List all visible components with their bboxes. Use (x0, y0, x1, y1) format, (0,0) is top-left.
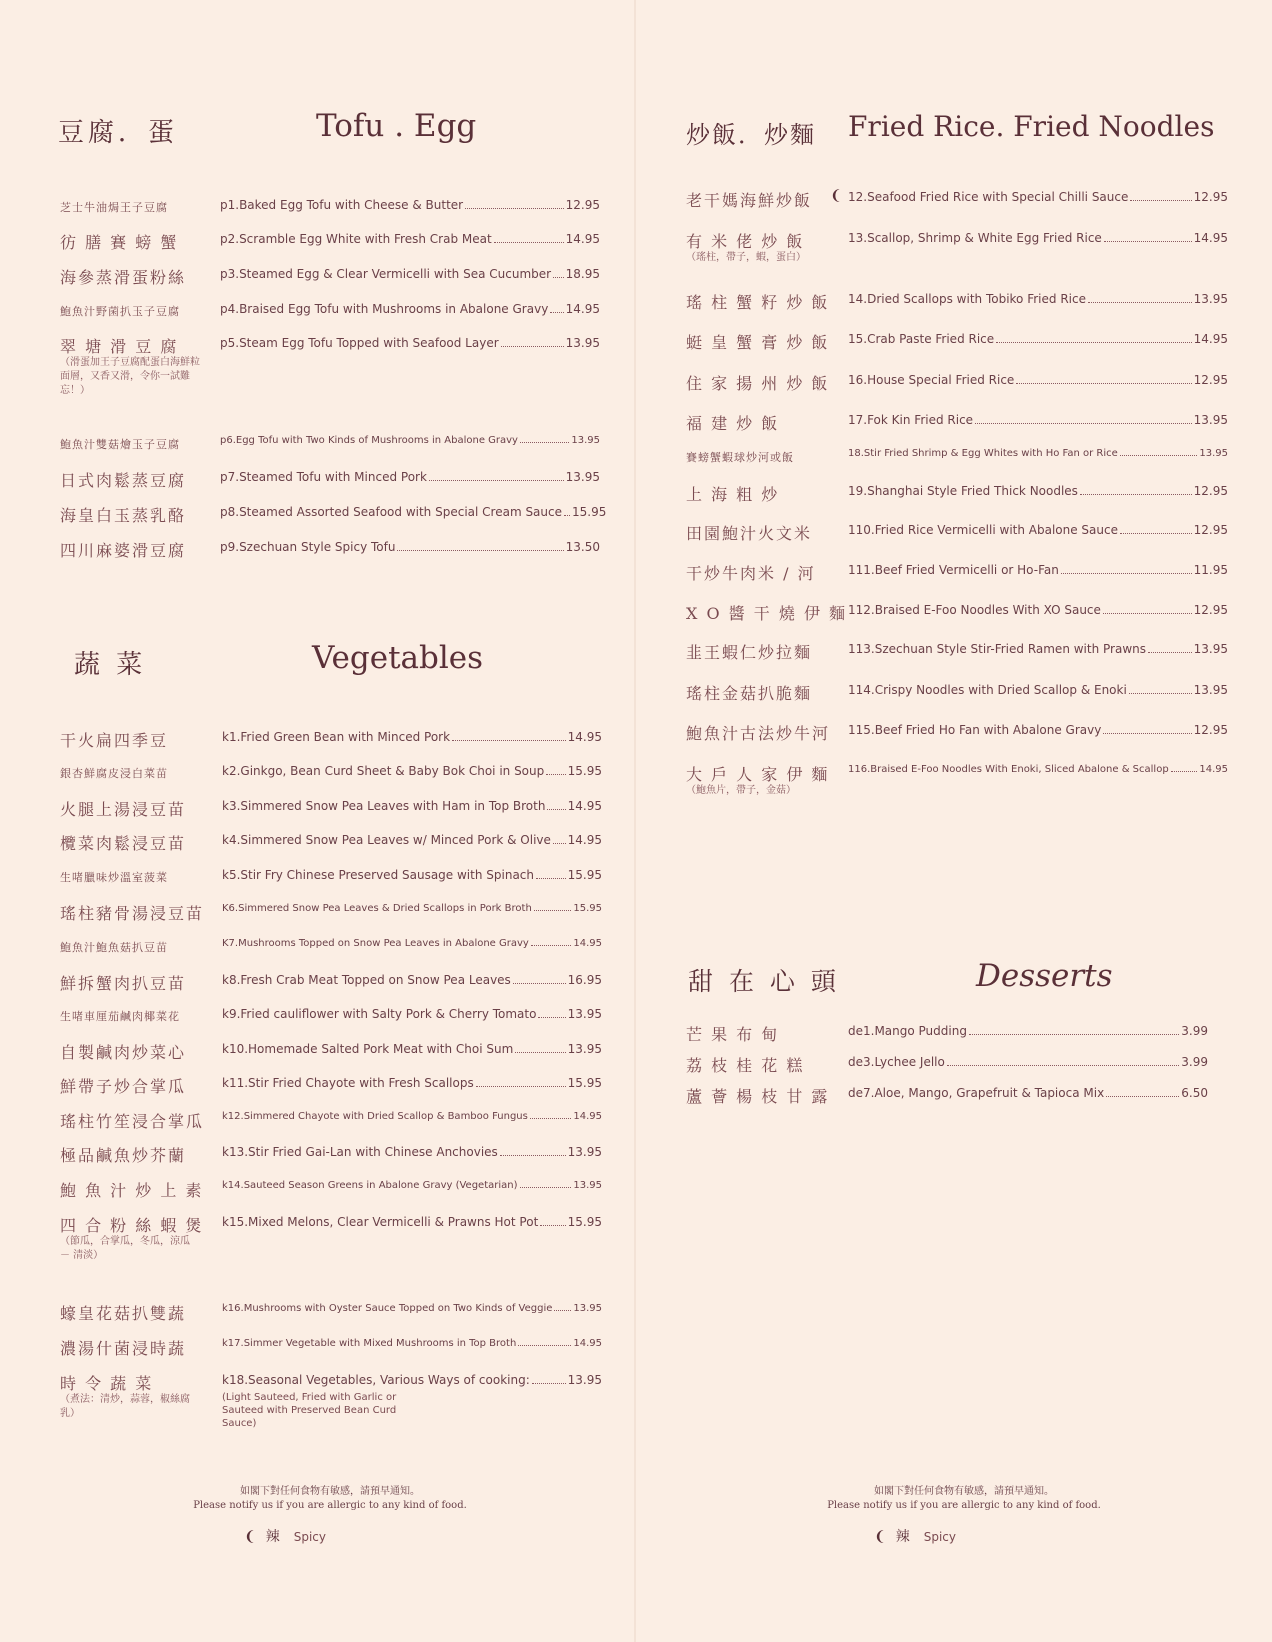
menu-item-name-en: k13.Stir Fried Gai-Lan with Chinese Anchovies (222, 1145, 498, 1159)
menu-item-price: 13.95 (1193, 642, 1228, 656)
menu-item-name-zh: 彷 膳 賽 螃 蟹 (60, 233, 179, 252)
chili-pepper-icon: ❨ (874, 1529, 886, 1545)
menu-item-name-zh: 極品鹹魚炒芥蘭 (60, 1146, 187, 1165)
menu-item (686, 1022, 1246, 1050)
menu-item-name-en: 112.Braised E-Foo Noodles With XO Sauce (848, 603, 1101, 617)
spicy-legend-en: Spicy (293, 1530, 327, 1544)
menu-item-name-en: 15.Crab Paste Fried Rice (848, 332, 995, 346)
menu-item-price: 13.95 (571, 435, 600, 446)
menu-item (686, 482, 1246, 510)
dot-leader (1104, 241, 1192, 242)
menu-item-name-zh: 鮑魚汁野菌扒玉子豆腐 (60, 305, 180, 318)
menu-item-price: 12.95 (565, 198, 600, 212)
menu-item (686, 290, 1246, 318)
menu-item (60, 971, 600, 999)
menu-item (60, 1178, 600, 1206)
menu-item-name-en: de1.Mango Pudding (848, 1024, 967, 1038)
menu-item-price: 14.95 (573, 1111, 602, 1122)
tofu-egg-title-en: Tofu . Egg (316, 108, 477, 144)
menu-item-name-en: 14.Dried Scallops with Tobiko Fried Rice (848, 292, 1086, 306)
menu-item-name-zh: 自製鹹肉炒菜心 (60, 1043, 187, 1062)
dot-leader (536, 878, 566, 879)
menu-item-note-zh: （瑤柱，帶子，蝦，蛋白） (686, 252, 806, 263)
menu-item-name-en: 18.Stir Fried Shrimp & Egg Whites with Ho Fan or Rice (848, 448, 1118, 459)
menu-item-price: 12.95 (1193, 603, 1228, 617)
menu-item (60, 196, 600, 224)
menu-item-name-zh: 蘆 薈 楊 枝 甘 露 (686, 1087, 830, 1106)
menu-item (60, 831, 600, 859)
menu-item-note-en: (Light Sauteed, Fried with Garlic or Sauteed with Preserved Bean Curd Sauce) (222, 1392, 397, 1429)
menu-item-name-en: k10.Homemade Salted Pork Meat with Choi Sum (222, 1042, 514, 1056)
menu-item-price: 13.95 (573, 1180, 602, 1191)
menu-item (686, 561, 1246, 589)
rice-noodles-title-en: Fried Rice. Fried Noodles (848, 110, 1215, 143)
menu-item-price: 15.95 (573, 903, 602, 914)
menu-item (60, 1213, 602, 1261)
dot-leader (1106, 1096, 1179, 1097)
allergy-notice-right (814, 1482, 1114, 1511)
dot-leader (531, 945, 572, 946)
menu-item (686, 188, 1246, 216)
vegetables-title-en: Vegetables (312, 640, 484, 676)
menu-item (60, 334, 600, 396)
menu-item (60, 1040, 600, 1068)
menu-item-name-en: 13.Scallop, Shrimp & White Egg Fried Rice (848, 231, 1102, 245)
menu-item-name-en: K7.Mushrooms Topped on Snow Pea Leaves in Abalone Gravy (222, 938, 529, 949)
allergy-notice-en: Please notify us if you are allergic to any kind of food. (193, 1500, 467, 1511)
menu-item (686, 640, 1246, 668)
right-page (636, 0, 1272, 1642)
menu-item-price: 13.95 (565, 336, 600, 350)
menu-item-price: 14.95 (565, 302, 600, 316)
dot-leader (947, 1065, 1179, 1066)
menu-item-price: 11.95 (1193, 563, 1228, 577)
dot-leader (1016, 383, 1191, 384)
menu-item-name-zh: 欖菜肉鬆浸豆苗 (60, 834, 187, 853)
dot-leader (969, 1034, 1179, 1035)
menu-item-name-zh: 海皇白玉蒸乳酪 (60, 506, 187, 525)
menu-item-name-zh: 瑤柱豬骨湯浸豆苗 (60, 904, 205, 923)
menu-item-price: 14.95 (567, 730, 602, 744)
menu-item-price: 14.95 (567, 799, 602, 813)
menu-item-name-zh: 蠔皇花菇扒雙蔬 (60, 1304, 187, 1323)
menu-item-price: 12.95 (1193, 190, 1228, 204)
dot-leader (518, 1345, 571, 1346)
menu-item (686, 411, 1246, 439)
menu-item (60, 1371, 602, 1429)
dot-leader (554, 1310, 571, 1311)
menu-item-price: 14.95 (1193, 332, 1228, 346)
menu-item-price: 13.95 (565, 470, 600, 484)
menu-item-price: 3.99 (1181, 1055, 1208, 1069)
menu-item-name-zh: 干炒牛肉米 / 河 (686, 564, 816, 583)
dot-leader (1148, 652, 1192, 653)
desserts-title-en: Desserts (976, 958, 1113, 994)
menu-item (686, 762, 1246, 796)
menu-item-name-en: 110.Fried Rice Vermicelli with Abalone Sauce (848, 523, 1118, 537)
menu-item (60, 728, 600, 756)
menu-item (686, 601, 1246, 629)
menu-item-name-en: k18.Seasonal Vegetables, Various Ways of cooking: (222, 1373, 530, 1387)
menu-item-name-zh: 干火扁四季豆 (60, 731, 169, 750)
menu-item (686, 1084, 1246, 1112)
menu-item-price: 12.95 (1193, 373, 1228, 387)
menu-item-name-en: k5.Stir Fry Chinese Preserved Sausage with Spinach (222, 868, 534, 882)
menu-item-price: 13.95 (573, 1303, 602, 1314)
dot-leader (515, 1052, 565, 1053)
menu-item-name-zh: 鮑魚汁雙菇燴玉子豆腐 (60, 438, 180, 451)
menu-item-price: 13.50 (565, 540, 600, 554)
menu-item (60, 300, 600, 328)
dot-leader (520, 442, 569, 443)
menu-item (60, 866, 600, 894)
menu-item-name-zh: 鮮拆蟹肉扒豆苗 (60, 974, 187, 993)
menu-item-name-zh: 賽螃蟹蝦球炒河或飯 (686, 451, 794, 464)
menu-item-price: 13.95 (567, 1042, 602, 1056)
menu-item-name-en: k4.Simmered Snow Pea Leaves w/ Minced Pork & Olive (222, 833, 551, 847)
menu-item-name-zh: 生啫車厘茄鹹肉椰菜花 (60, 1010, 180, 1023)
menu-item-note-zh: （鮑魚片，帶子，金菇） (686, 785, 796, 796)
menu-item-name-zh: 瑤柱竹笙浸合掌瓜 (60, 1112, 205, 1131)
menu-item-name-zh: 有 米 佬 炒 飯 (686, 232, 805, 251)
menu-item-name-en: k17.Simmer Vegetable with Mixed Mushrooms in Top Broth (222, 1338, 517, 1349)
tofu-egg-title-zh: 豆腐．蛋 (58, 118, 179, 148)
menu-item-price: 13.95 (567, 1145, 602, 1159)
menu-item-name-zh: 老干媽海鮮炒飯 (686, 191, 813, 210)
menu-item (60, 797, 600, 825)
menu-item (60, 936, 600, 964)
dot-leader (1061, 573, 1192, 574)
menu-item (686, 681, 1246, 709)
menu-item-name-en: k11.Stir Fried Chayote with Fresh Scallops (222, 1076, 474, 1090)
menu-item-name-zh: 鮑 魚 汁 炒 上 素 (60, 1181, 204, 1200)
dot-leader (1088, 302, 1192, 303)
dot-leader (996, 342, 1191, 343)
allergy-notice-zh: 如閣下對任何食物有敏感，請預早通知。 (240, 1486, 420, 1497)
menu-item (686, 330, 1246, 358)
spicy-legend-zh: 辣 (895, 1529, 910, 1545)
menu-item-name-en: 116.Braised E-Foo Noodles With Enoki, Sliced Abalone & Scallop (848, 764, 1169, 775)
menu-item-price: 12.95 (1193, 723, 1228, 737)
menu-item-name-zh: 四川麻婆滑豆腐 (60, 541, 187, 560)
menu-item-name-zh: 住 家 揚 州 炒 飯 (686, 374, 830, 393)
menu-item-name-en: p9.Szechuan Style Spicy Tofu (220, 540, 396, 554)
menu-item-price: 18.95 (565, 267, 600, 281)
dot-leader (465, 208, 564, 209)
menu-item-name-en: k12.Simmered Chayote with Dried Scallop & Bamboo Fungus (222, 1111, 528, 1122)
menu-item (60, 433, 600, 461)
menu-item (60, 538, 600, 566)
menu-item-name-en: K6.Simmered Snow Pea Leaves & Dried Scallops in Pork Broth (222, 903, 532, 914)
dot-leader (553, 277, 564, 278)
dot-leader (546, 774, 565, 775)
dot-leader (1120, 455, 1198, 456)
dot-leader (540, 1225, 565, 1226)
menu-item-name-en: p7.Steamed Tofu with Minced Pork (220, 470, 427, 484)
menu-item-name-en: k15.Mixed Melons, Clear Vermicelli & Prawns Hot Pot (222, 1215, 539, 1229)
allergy-notice-left (180, 1482, 480, 1511)
menu-item-price: 13.95 (567, 1373, 602, 1387)
dot-leader (429, 480, 564, 481)
menu-item-name-zh: 田園鮑汁火文米 (686, 524, 813, 543)
menu-item (686, 446, 1246, 474)
menu-item-price: 16.95 (567, 973, 602, 987)
dot-leader (494, 242, 564, 243)
menu-item-name-zh: 荔 枝 桂 花 糕 (686, 1056, 805, 1075)
menu-item-name-zh: 生啫臘味炒溫室菠菜 (60, 871, 168, 884)
dot-leader (452, 740, 566, 741)
menu-item (60, 265, 600, 293)
menu-item-name-zh: 海參蒸滑蛋粉絲 (60, 268, 187, 287)
menu-item-name-zh: 銀杏鮮腐皮浸白菜苗 (60, 767, 168, 780)
dot-leader (501, 346, 564, 347)
spicy-legend-en: Spicy (923, 1530, 957, 1544)
menu-item (60, 1109, 600, 1137)
dot-leader (397, 550, 563, 551)
menu-item-name-en: k8.Fresh Crab Meat Topped on Snow Pea Leaves (222, 973, 511, 987)
menu-item-price: 14.95 (1193, 231, 1228, 245)
dot-leader (547, 809, 565, 810)
menu-item-price: 13.95 (567, 1007, 602, 1021)
menu-item-name-zh: 蜓 皇 蟹 膏 炒 飯 (686, 333, 830, 352)
menu-item-name-en: k16.Mushrooms with Oyster Sauce Topped on Two Kinds of Veggie (222, 1303, 553, 1314)
menu-item-name-en: k3.Simmered Snow Pea Leaves with Ham in Top Broth (222, 799, 546, 813)
menu-item (60, 1143, 600, 1171)
menu-item-name-en: p1.Baked Egg Tofu with Cheese & Butter (220, 198, 464, 212)
menu-item-name-en: 17.Fok Kin Fried Rice (848, 413, 974, 427)
dot-leader (538, 1017, 565, 1018)
menu-item-name-en: p4.Braised Egg Tofu with Mushrooms in Abalone Gravy (220, 302, 549, 316)
menu-item-name-zh: 鮮帶子炒合掌瓜 (60, 1077, 187, 1096)
menu-item-name-en: p8.Steamed Assorted Seafood with Special Cream Sauce (220, 505, 562, 519)
menu-item-name-zh: 四 合 粉 絲 蝦 煲 (60, 1216, 204, 1235)
menu-item-name-zh: 芝士牛油焗王子豆腐 (60, 201, 168, 214)
dot-leader (513, 983, 566, 984)
menu-item-name-en: k9.Fried cauliflower with Salty Pork & Cherry Tomato (222, 1007, 537, 1021)
menu-item-name-en: de3.Lychee Jello (848, 1055, 945, 1069)
menu-item-price: 14.95 (567, 833, 602, 847)
menu-item-name-en: p5.Steam Egg Tofu Topped with Seafood Layer (220, 336, 499, 350)
menu-item-name-zh: 翠 塘 滑 豆 腐 (60, 337, 179, 356)
menu-item (686, 721, 1246, 749)
menu-item-name-zh: 鮑魚汁鮑魚菇扒豆苗 (60, 941, 168, 954)
menu-item (686, 229, 1246, 263)
menu-item-price: 14.95 (565, 232, 600, 246)
dot-leader (476, 1086, 566, 1087)
menu-item-note-zh: （煮法：清炒，蒜蓉，椒絲腐乳） (60, 1394, 190, 1419)
menu-item-name-zh: X O 醬 干 燒 伊 麵 (686, 604, 848, 623)
spicy-legend-right (870, 1526, 956, 1546)
menu-item-price: 15.95 (567, 764, 602, 778)
menu-item-price: 12.95 (1193, 484, 1228, 498)
rice-noodles-title-zh: 炒飯．炒麵 (686, 121, 816, 149)
dot-leader (500, 1155, 566, 1156)
menu-item-price: 15.95 (572, 505, 607, 519)
menu-item-name-zh: 瑤 柱 蟹 籽 炒 飯 (686, 293, 830, 312)
menu-item (60, 503, 607, 531)
menu-item-name-en: k2.Ginkgo, Bean Curd Sheet & Baby Bok Choi in Soup (222, 764, 545, 778)
allergy-notice-en: Please notify us if you are allergic to any kind of food. (827, 1500, 1101, 1511)
menu-item-price: 13.95 (1193, 292, 1228, 306)
menu-item-name-en: 19.Shanghai Style Fried Thick Noodles (848, 484, 1078, 498)
menu-item (686, 1053, 1246, 1081)
menu-item-name-zh: 火腿上湯浸豆苗 (60, 800, 187, 819)
spicy-legend-left (240, 1526, 326, 1546)
menu-item-name-en: p6.Egg Tofu with Two Kinds of Mushrooms in Abalone Gravy (220, 435, 518, 446)
menu-item-price: 15.95 (567, 1215, 602, 1229)
dot-leader (1171, 771, 1198, 772)
menu-item-note-zh: （節瓜，合掌瓜，冬瓜，涼瓜 － 清淡） (60, 1236, 190, 1261)
menu-item-name-zh: 芒 果 布 甸 (686, 1025, 780, 1044)
dot-leader (1103, 613, 1192, 614)
menu-item-price: 13.95 (1193, 683, 1228, 697)
menu-item (60, 762, 600, 790)
menu-item-name-en: 113.Szechuan Style Stir-Fried Ramen with Prawns (848, 642, 1146, 656)
dot-leader (975, 423, 1192, 424)
menu-item-name-en: k14.Sauteed Season Greens in Abalone Gravy (Vegetarian) (222, 1180, 518, 1191)
spicy-legend-zh: 辣 (265, 1529, 280, 1545)
menu-item (60, 468, 600, 496)
menu-item-price: 14.95 (573, 1338, 602, 1349)
dot-leader (520, 1187, 572, 1188)
menu-item-name-zh: 上 海 粗 炒 (686, 485, 780, 504)
allergy-notice-zh: 如閣下對任何食物有敏感，請預早通知。 (874, 1486, 1054, 1497)
menu-item-name-en: p2.Scramble Egg White with Fresh Crab Meat (220, 232, 492, 246)
dot-leader (1080, 494, 1192, 495)
dot-leader (1129, 693, 1192, 694)
menu-item-price: 12.95 (1193, 523, 1228, 537)
menu-item-name-zh: 瑤柱金菇扒脆麵 (686, 684, 813, 703)
menu-item (686, 371, 1246, 399)
dot-leader (564, 515, 570, 516)
dot-leader (553, 843, 566, 844)
desserts-title-zh: 甜 在 心 頭 (688, 967, 840, 996)
menu-item-name-en: 12.Seafood Fried Rice with Special Chilli Sauce (848, 190, 1129, 204)
menu-item-name-en: 115.Beef Fried Ho Fan with Abalone Gravy (848, 723, 1102, 737)
menu-item-note-zh: （滑蛋加王子豆腐配蛋白海鮮粒面層，又香又滑，令你一試難忘！） (60, 357, 200, 396)
menu-item-price: 15.95 (567, 1076, 602, 1090)
dot-leader (550, 312, 563, 313)
menu-item (60, 1074, 600, 1102)
chili-pepper-icon: ❨ (244, 1529, 256, 1545)
dot-leader (1120, 533, 1192, 534)
menu-item-price: 3.99 (1181, 1024, 1208, 1038)
menu-item-price: 13.95 (1193, 413, 1228, 427)
menu-item-price: 13.95 (1199, 448, 1228, 459)
menu-item (686, 521, 1246, 549)
menu-item-name-zh: 鮑魚汁古法炒牛河 (686, 724, 831, 743)
menu-item-name-en: p3.Steamed Egg & Clear Vermicelli with Sea Cucumber (220, 267, 552, 281)
menu-item-name-zh: 韭王蝦仁炒拉麵 (686, 643, 813, 662)
menu-item-price: 6.50 (1181, 1086, 1208, 1100)
menu-item (60, 1336, 600, 1364)
dot-leader (530, 1118, 572, 1119)
vegetables-title-zh: 蔬 菜 (74, 650, 147, 680)
menu-item-name-zh: 福 建 炒 飯 (686, 414, 780, 433)
dot-leader (534, 910, 572, 911)
menu-item-name-en: de7.Aloe, Mango, Grapefruit & Tapioca Mix (848, 1086, 1105, 1100)
menu-item-name-en: 111.Beef Fried Vermicelli or Ho-Fan (848, 563, 1059, 577)
menu-item (60, 901, 600, 929)
menu-item-name-zh: 濃湯什菌浸時蔬 (60, 1339, 187, 1358)
menu-item-price: 15.95 (567, 868, 602, 882)
menu-item-name-zh: 日式肉鬆蒸豆腐 (60, 471, 187, 490)
dot-leader (1130, 200, 1191, 201)
menu-item-name-en: 16.House Special Fried Rice (848, 373, 1015, 387)
chili-pepper-icon: ❨ (830, 188, 842, 204)
menu-item-name-en: 114.Crispy Noodles with Dried Scallop & Enoki (848, 683, 1127, 697)
menu-item (60, 230, 600, 258)
menu-item-name-zh: 大 戶 人 家 伊 麵 (686, 765, 830, 784)
dot-leader (532, 1383, 566, 1384)
menu-item-price: 14.95 (573, 938, 602, 949)
menu-item-price: 14.95 (1199, 764, 1228, 775)
dot-leader (1103, 733, 1191, 734)
menu-item-name-zh: 時 令 蔬 菜 (60, 1374, 154, 1393)
menu-item-name-en: k1.Fried Green Bean with Minced Pork (222, 730, 451, 744)
menu-item (60, 1301, 600, 1329)
menu-item (60, 1005, 600, 1033)
